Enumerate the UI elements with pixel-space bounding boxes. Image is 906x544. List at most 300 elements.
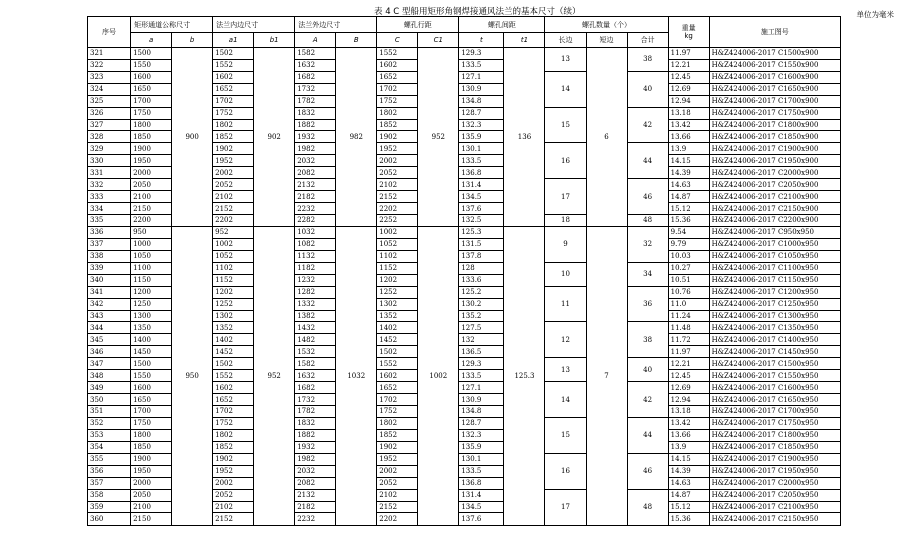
cell-a1: 1502 xyxy=(213,47,254,59)
cell-seq: 348 xyxy=(88,370,131,382)
cell-a1: 1852 xyxy=(213,131,254,143)
cell-t: 133.5 xyxy=(459,155,504,167)
cell-drawing: H&Z424006-2017 C1850x950 xyxy=(709,441,840,453)
cell-a1: 1302 xyxy=(213,310,254,322)
cell-a: 1450 xyxy=(131,346,172,358)
cell-t: 133.6 xyxy=(459,274,504,286)
cell-a: 1800 xyxy=(131,429,172,441)
cell-weight: 13.18 xyxy=(668,107,709,119)
cell-weight: 13.42 xyxy=(668,417,709,429)
cell-C: 2202 xyxy=(377,203,418,215)
cell-t: 130.1 xyxy=(459,143,504,155)
cell-a1: 1152 xyxy=(213,274,254,286)
cell-C: 1602 xyxy=(377,59,418,71)
cell-C: 1952 xyxy=(377,143,418,155)
cell-long: 14 xyxy=(545,71,586,107)
cell-long: 12 xyxy=(545,322,586,358)
cell-a1: 952 xyxy=(213,226,254,238)
cell-weight: 14.15 xyxy=(668,453,709,465)
cell-seq: 356 xyxy=(88,465,131,477)
cell-A: 2032 xyxy=(295,155,336,167)
cell-seq: 335 xyxy=(88,215,131,227)
cell-short: 7 xyxy=(586,226,627,525)
cell-drawing: H&Z424006-2017 C1750x950 xyxy=(709,417,840,429)
cell-t: 127.1 xyxy=(459,382,504,394)
cell-drawing: H&Z424006-2017 C1000x950 xyxy=(709,238,840,250)
flange-dimension-table xyxy=(87,16,841,526)
cell-C: 1702 xyxy=(377,83,418,95)
cell-total: 48 xyxy=(627,215,668,227)
cell-a: 1700 xyxy=(131,406,172,418)
cell-drawing: H&Z424006-2017 C1950x950 xyxy=(709,465,840,477)
unit-note: 单位为毫米 xyxy=(856,10,894,19)
table-row xyxy=(88,47,841,59)
cell-weight: 15.36 xyxy=(668,513,709,526)
cell-a1: 1752 xyxy=(213,107,254,119)
cell-a: 1350 xyxy=(131,322,172,334)
header-long: 长边 xyxy=(545,33,586,48)
cell-seq: 341 xyxy=(88,286,131,298)
cell-t: 132 xyxy=(459,334,504,346)
cell-C: 1502 xyxy=(377,346,418,358)
cell-total: 46 xyxy=(627,179,668,215)
cell-C: 1302 xyxy=(377,298,418,310)
cell-A: 2132 xyxy=(295,179,336,191)
cell-a: 1500 xyxy=(131,47,172,59)
cell-A: 1032 xyxy=(295,226,336,238)
cell-drawing: H&Z424006-2017 C2000x900 xyxy=(709,167,840,179)
header-outer: 法兰外边尺寸 xyxy=(295,17,377,33)
cell-a1: 2002 xyxy=(213,477,254,489)
cell-t: 127.5 xyxy=(459,322,504,334)
cell-weight: 14.63 xyxy=(668,179,709,191)
cell-total: 46 xyxy=(627,453,668,489)
cell-a: 1600 xyxy=(131,382,172,394)
cell-weight: 12.21 xyxy=(668,358,709,370)
cell-C: 2252 xyxy=(377,215,418,227)
cell-A: 1832 xyxy=(295,417,336,429)
cell-t: 131.5 xyxy=(459,238,504,250)
cell-C: 2202 xyxy=(377,513,418,526)
cell-a: 1700 xyxy=(131,95,172,107)
cell-drawing: H&Z424006-2017 C1900x950 xyxy=(709,453,840,465)
cell-a: 1850 xyxy=(131,441,172,453)
cell-C: 1652 xyxy=(377,71,418,83)
cell-A: 2232 xyxy=(295,513,336,526)
cell-t: 136.5 xyxy=(459,346,504,358)
cell-a1: 1902 xyxy=(213,143,254,155)
cell-C: 1952 xyxy=(377,453,418,465)
cell-total: 48 xyxy=(627,489,668,525)
cell-seq: 347 xyxy=(88,358,131,370)
cell-seq: 327 xyxy=(88,119,131,131)
cell-drawing: H&Z424006-2017 C2200x900 xyxy=(709,215,840,227)
cell-a1: 1202 xyxy=(213,286,254,298)
cell-b1: 902 xyxy=(254,47,295,226)
cell-seq: 343 xyxy=(88,310,131,322)
cell-weight: 14.15 xyxy=(668,155,709,167)
cell-t: 132.5 xyxy=(459,215,504,227)
cell-a1: 1452 xyxy=(213,346,254,358)
cell-a1: 1652 xyxy=(213,394,254,406)
cell-seq: 324 xyxy=(88,83,131,95)
cell-a1: 2052 xyxy=(213,489,254,501)
cell-seq: 337 xyxy=(88,238,131,250)
header-b1: b1 xyxy=(254,33,295,48)
cell-t: 136.8 xyxy=(459,167,504,179)
cell-B: 1032 xyxy=(336,226,377,525)
cell-weight: 14.87 xyxy=(668,191,709,203)
cell-seq: 326 xyxy=(88,107,131,119)
cell-A: 1682 xyxy=(295,71,336,83)
cell-seq: 332 xyxy=(88,179,131,191)
cell-A: 2182 xyxy=(295,501,336,513)
cell-C: 1552 xyxy=(377,47,418,59)
cell-a: 2150 xyxy=(131,203,172,215)
cell-seq: 334 xyxy=(88,203,131,215)
cell-seq: 336 xyxy=(88,226,131,238)
cell-t: 129.3 xyxy=(459,358,504,370)
cell-a1: 1502 xyxy=(213,358,254,370)
header-t: t xyxy=(459,33,504,48)
cell-C: 2052 xyxy=(377,167,418,179)
cell-a1: 1802 xyxy=(213,119,254,131)
cell-drawing: H&Z424006-2017 C1700x900 xyxy=(709,95,840,107)
cell-weight: 15.12 xyxy=(668,501,709,513)
cell-seq: 333 xyxy=(88,191,131,203)
cell-seq: 358 xyxy=(88,489,131,501)
cell-drawing: H&Z424006-2017 C950x950 xyxy=(709,226,840,238)
cell-t: 132.3 xyxy=(459,119,504,131)
cell-weight: 15.12 xyxy=(668,203,709,215)
cell-drawing: H&Z424006-2017 C2100x900 xyxy=(709,191,840,203)
cell-seq: 353 xyxy=(88,429,131,441)
cell-A: 1232 xyxy=(295,274,336,286)
cell-seq: 342 xyxy=(88,298,131,310)
cell-t: 130.2 xyxy=(459,298,504,310)
cell-drawing: H&Z424006-2017 C1400x950 xyxy=(709,334,840,346)
cell-C: 2152 xyxy=(377,191,418,203)
cell-a: 1850 xyxy=(131,131,172,143)
cell-seq: 328 xyxy=(88,131,131,143)
cell-drawing: H&Z424006-2017 C1500x950 xyxy=(709,358,840,370)
cell-C: 1202 xyxy=(377,274,418,286)
cell-drawing: H&Z424006-2017 C1500x900 xyxy=(709,47,840,59)
cell-drawing: H&Z424006-2017 C1600x950 xyxy=(709,382,840,394)
cell-weight: 10.51 xyxy=(668,274,709,286)
cell-total: 42 xyxy=(627,107,668,143)
cell-total: 42 xyxy=(627,382,668,418)
cell-total: 40 xyxy=(627,358,668,382)
cell-a1: 1002 xyxy=(213,238,254,250)
cell-weight: 11.97 xyxy=(668,47,709,59)
cell-total: 44 xyxy=(627,417,668,453)
cell-drawing: H&Z424006-2017 C2050x950 xyxy=(709,489,840,501)
cell-drawing: H&Z424006-2017 C2150x950 xyxy=(709,513,840,526)
cell-a1: 1102 xyxy=(213,262,254,274)
cell-C1: 1002 xyxy=(418,226,459,525)
cell-C: 1752 xyxy=(377,406,418,418)
cell-weight: 13.18 xyxy=(668,406,709,418)
cell-t: 137.6 xyxy=(459,203,504,215)
cell-a1: 1702 xyxy=(213,95,254,107)
cell-weight: 12.45 xyxy=(668,370,709,382)
cell-total: 44 xyxy=(627,143,668,179)
weight-label: 重量 xyxy=(681,23,696,32)
cell-a: 2100 xyxy=(131,501,172,513)
cell-long: 17 xyxy=(545,489,586,525)
header-C: C xyxy=(377,33,418,48)
cell-weight: 13.42 xyxy=(668,119,709,131)
cell-t: 128.7 xyxy=(459,417,504,429)
cell-a1: 1952 xyxy=(213,155,254,167)
cell-total: 38 xyxy=(627,322,668,358)
cell-weight: 9.79 xyxy=(668,238,709,250)
cell-A: 1982 xyxy=(295,453,336,465)
cell-A: 1282 xyxy=(295,286,336,298)
cell-drawing: H&Z424006-2017 C2000x950 xyxy=(709,477,840,489)
cell-a1: 1852 xyxy=(213,441,254,453)
cell-C: 1852 xyxy=(377,429,418,441)
cell-A: 1632 xyxy=(295,59,336,71)
cell-drawing: H&Z424006-2017 C2150x900 xyxy=(709,203,840,215)
cell-C: 1752 xyxy=(377,95,418,107)
cell-a1: 1402 xyxy=(213,334,254,346)
cell-C: 1602 xyxy=(377,370,418,382)
cell-seq: 357 xyxy=(88,477,131,489)
cell-drawing: H&Z424006-2017 C1550x900 xyxy=(709,59,840,71)
cell-seq: 321 xyxy=(88,47,131,59)
cell-t: 133.5 xyxy=(459,465,504,477)
cell-drawing: H&Z424006-2017 C1900x900 xyxy=(709,143,840,155)
header-short: 短边 xyxy=(586,33,627,48)
cell-seq: 329 xyxy=(88,143,131,155)
weight-unit: kg xyxy=(684,31,693,40)
cell-long: 18 xyxy=(545,215,586,227)
cell-total: 32 xyxy=(627,226,668,262)
cell-drawing: H&Z424006-2017 C2050x900 xyxy=(709,179,840,191)
cell-long: 16 xyxy=(545,453,586,489)
cell-a1: 1902 xyxy=(213,453,254,465)
cell-a1: 1652 xyxy=(213,83,254,95)
cell-drawing: H&Z424006-2017 C1450x950 xyxy=(709,346,840,358)
cell-a: 1900 xyxy=(131,143,172,155)
cell-a1: 2152 xyxy=(213,513,254,526)
cell-a: 1150 xyxy=(131,274,172,286)
cell-a: 950 xyxy=(131,226,172,238)
cell-drawing: H&Z424006-2017 C1750x900 xyxy=(709,107,840,119)
header-total: 合计 xyxy=(627,33,668,48)
cell-seq: 330 xyxy=(88,155,131,167)
cell-A: 1932 xyxy=(295,441,336,453)
cell-seq: 338 xyxy=(88,250,131,262)
cell-A: 1482 xyxy=(295,334,336,346)
cell-seq: 325 xyxy=(88,95,131,107)
cell-drawing: H&Z424006-2017 C2100x950 xyxy=(709,501,840,513)
header-count: 螺孔数量（个） xyxy=(545,17,668,33)
cell-a: 1100 xyxy=(131,262,172,274)
cell-weight: 9.54 xyxy=(668,226,709,238)
cell-A: 1582 xyxy=(295,47,336,59)
cell-a: 1600 xyxy=(131,71,172,83)
cell-a1: 1602 xyxy=(213,71,254,83)
cell-total: 36 xyxy=(627,286,668,322)
cell-t: 135.9 xyxy=(459,131,504,143)
cell-weight: 10.27 xyxy=(668,262,709,274)
cell-seq: 345 xyxy=(88,334,131,346)
cell-drawing: H&Z424006-2017 C1550x950 xyxy=(709,370,840,382)
cell-A: 1732 xyxy=(295,394,336,406)
cell-short: 6 xyxy=(586,47,627,226)
cell-seq: 360 xyxy=(88,513,131,526)
cell-A: 1882 xyxy=(295,429,336,441)
cell-t: 127.1 xyxy=(459,71,504,83)
cell-t: 135.2 xyxy=(459,310,504,322)
cell-seq: 355 xyxy=(88,453,131,465)
cell-C: 2102 xyxy=(377,179,418,191)
cell-weight: 11.0 xyxy=(668,298,709,310)
cell-A: 1082 xyxy=(295,238,336,250)
cell-C: 1002 xyxy=(377,226,418,238)
cell-t: 137.6 xyxy=(459,513,504,526)
cell-A: 2082 xyxy=(295,167,336,179)
cell-C: 1902 xyxy=(377,131,418,143)
header-a1: a1 xyxy=(213,33,254,48)
cell-a: 1900 xyxy=(131,453,172,465)
cell-a: 2200 xyxy=(131,215,172,227)
cell-seq: 344 xyxy=(88,322,131,334)
cell-a: 2150 xyxy=(131,513,172,526)
cell-t: 133.5 xyxy=(459,370,504,382)
cell-seq: 346 xyxy=(88,346,131,358)
header-weight xyxy=(668,17,709,48)
header-row-1 xyxy=(88,17,841,33)
cell-weight: 11.24 xyxy=(668,310,709,322)
cell-weight: 14.39 xyxy=(668,167,709,179)
cell-A: 2132 xyxy=(295,489,336,501)
cell-t: 129.3 xyxy=(459,47,504,59)
cell-C: 1102 xyxy=(377,250,418,262)
cell-t: 128.7 xyxy=(459,107,504,119)
cell-weight: 12.94 xyxy=(668,394,709,406)
cell-C: 2002 xyxy=(377,155,418,167)
cell-A: 1832 xyxy=(295,107,336,119)
cell-weight: 14.39 xyxy=(668,465,709,477)
cell-t: 135.9 xyxy=(459,441,504,453)
cell-A: 1532 xyxy=(295,346,336,358)
cell-a: 1300 xyxy=(131,310,172,322)
cell-t: 131.4 xyxy=(459,489,504,501)
cell-t: 130.9 xyxy=(459,83,504,95)
cell-A: 1132 xyxy=(295,250,336,262)
header-b: b xyxy=(172,33,213,48)
cell-a1: 1052 xyxy=(213,250,254,262)
cell-C: 2102 xyxy=(377,489,418,501)
cell-long: 13 xyxy=(545,47,586,71)
cell-drawing: H&Z424006-2017 C1700x950 xyxy=(709,406,840,418)
cell-a1: 2102 xyxy=(213,191,254,203)
cell-C: 1902 xyxy=(377,441,418,453)
cell-t: 134.5 xyxy=(459,501,504,513)
cell-drawing: H&Z424006-2017 C1800x900 xyxy=(709,119,840,131)
cell-a1: 1952 xyxy=(213,465,254,477)
cell-A: 2182 xyxy=(295,191,336,203)
cell-b1: 952 xyxy=(254,226,295,525)
cell-seq: 351 xyxy=(88,406,131,418)
cell-C: 1452 xyxy=(377,334,418,346)
cell-C: 1802 xyxy=(377,107,418,119)
cell-a1: 1552 xyxy=(213,59,254,71)
cell-A: 2282 xyxy=(295,215,336,227)
cell-seq: 350 xyxy=(88,394,131,406)
cell-drawing: H&Z424006-2017 C1800x950 xyxy=(709,429,840,441)
cell-weight: 11.72 xyxy=(668,334,709,346)
cell-t1: 125.3 xyxy=(504,226,545,525)
cell-t: 134.8 xyxy=(459,406,504,418)
cell-a: 1950 xyxy=(131,465,172,477)
cell-seq: 331 xyxy=(88,167,131,179)
cell-a1: 1802 xyxy=(213,429,254,441)
cell-seq: 352 xyxy=(88,417,131,429)
cell-C: 2002 xyxy=(377,465,418,477)
cell-weight: 15.36 xyxy=(668,215,709,227)
cell-long: 11 xyxy=(545,286,586,322)
cell-a1: 1752 xyxy=(213,417,254,429)
cell-A: 1932 xyxy=(295,131,336,143)
cell-C: 1152 xyxy=(377,262,418,274)
cell-A: 1332 xyxy=(295,298,336,310)
cell-t: 134.8 xyxy=(459,95,504,107)
cell-a: 1750 xyxy=(131,107,172,119)
header-t1: t1 xyxy=(504,33,545,48)
cell-t: 130.9 xyxy=(459,394,504,406)
header-inner: 法兰内边尺寸 xyxy=(213,17,295,33)
cell-long: 15 xyxy=(545,107,586,143)
cell-A: 1682 xyxy=(295,382,336,394)
cell-C: 1852 xyxy=(377,119,418,131)
cell-drawing: H&Z424006-2017 C1850x900 xyxy=(709,131,840,143)
cell-C: 1702 xyxy=(377,394,418,406)
header-nominal: 矩形通道公称尺寸 xyxy=(131,17,213,33)
cell-weight: 13.66 xyxy=(668,429,709,441)
cell-a1: 2102 xyxy=(213,501,254,513)
cell-t: 137.8 xyxy=(459,250,504,262)
cell-B: 982 xyxy=(336,47,377,226)
cell-long: 9 xyxy=(545,226,586,262)
cell-drawing: H&Z424006-2017 C1150x950 xyxy=(709,274,840,286)
cell-A: 1182 xyxy=(295,262,336,274)
cell-b: 900 xyxy=(172,47,213,226)
cell-A: 1632 xyxy=(295,370,336,382)
cell-drawing: H&Z424006-2017 C1600x900 xyxy=(709,71,840,83)
cell-weight: 14.63 xyxy=(668,477,709,489)
cell-drawing: H&Z424006-2017 C1200x950 xyxy=(709,286,840,298)
cell-drawing: H&Z424006-2017 C1050x950 xyxy=(709,250,840,262)
cell-t1: 136 xyxy=(504,47,545,226)
cell-C: 1252 xyxy=(377,286,418,298)
cell-seq: 359 xyxy=(88,501,131,513)
cell-weight: 13.66 xyxy=(668,131,709,143)
cell-total: 38 xyxy=(627,47,668,71)
cell-a: 1050 xyxy=(131,250,172,262)
header-B: B xyxy=(336,33,377,48)
cell-C: 1402 xyxy=(377,322,418,334)
cell-a1: 2152 xyxy=(213,203,254,215)
header-C1: C1 xyxy=(418,33,459,48)
cell-drawing: H&Z424006-2017 C1650x950 xyxy=(709,394,840,406)
cell-weight: 11.48 xyxy=(668,322,709,334)
cell-C: 1652 xyxy=(377,382,418,394)
